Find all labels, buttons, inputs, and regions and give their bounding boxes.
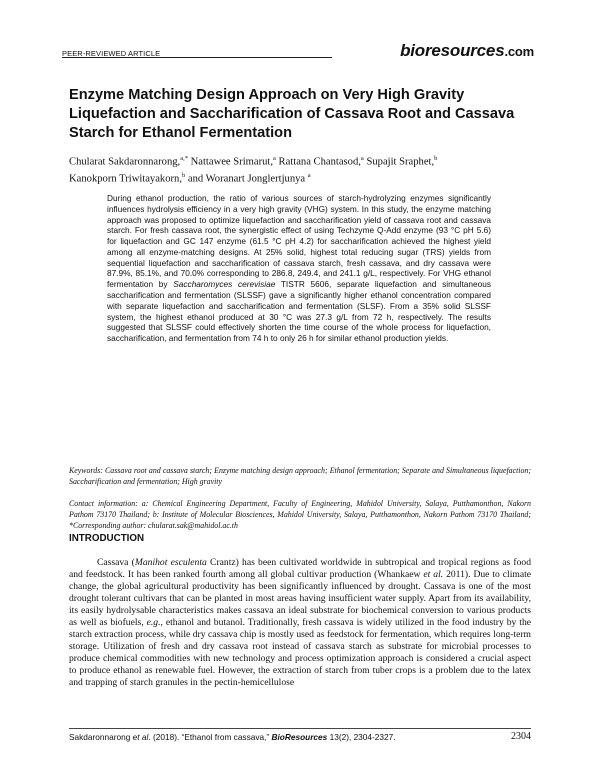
running-header: [62, 40, 534, 62]
footer-title: . (2018). “Ethanol from cassava,”: [148, 732, 272, 742]
author-name: Chularat Sakdaronnarong,: [69, 156, 181, 168]
author-name: Rattana Chantasod,: [275, 156, 361, 168]
organism-name: Saccharomyces cerevisiae: [173, 279, 276, 290]
abbrev-eg: e.g.: [146, 617, 161, 629]
abstract: [107, 193, 491, 344]
citation-etal: et al.: [423, 569, 444, 581]
abstract-text: TISTR 5606, separate liquefaction and simultaneous saccharification and fermentation (SLSSF) gave a significantly higher ethanol concentration compared with separate liquefaction and saccharification and fermentation (SLSF). From a 35% solid SLSSF system, the highest ethanol produced at 30 °C was 27.3 g/L from 72 h, respectively. The results suggested that SLSSF could effectively shorten the time course of the whole process for liquefaction, saccharification, and fermentation from 74 h to only 26 h for similar ethanol production yields.: [107, 279, 491, 344]
author-name: Supajit Sraphet,: [363, 156, 435, 168]
section-heading: INTRODUCTION: [69, 533, 145, 544]
introduction-paragraph: [69, 557, 531, 689]
author-name: Nattawee Srimarut,: [187, 156, 273, 168]
affiliation-mark: a,*: [180, 155, 188, 162]
affiliation-mark: a: [307, 172, 311, 180]
affiliation-mark: b: [182, 172, 186, 180]
brand-domain: .com: [504, 44, 534, 59]
author-name: and Woranart Jonglertjunya: [185, 173, 308, 185]
footer-volume: 13(2), 2304-2327.: [327, 732, 396, 742]
body-text: , ethanol and butanol. Traditionally, fresh cassava is widely utilized in the food industry by the starch extraction process, while dry cassava chip is mostly used as feedstock for fermentation, which requires long-term storage. Utilization of fresh and dry cassava root instead of cassava starch as substrate for microbial processes to produce chemical commodities with new technology and process optimization approach is considered a crucial aspect to produce ethanol as renewable fuel. However, the extraction of starch from tuber crops is a problem due to the latex and trapping of starch granules in the pectin-hemicellulose: [69, 617, 531, 689]
footer-author: Sakdaronnarong: [69, 732, 133, 742]
page-number: 2304: [511, 731, 531, 742]
abstract-text: During ethanol production, the ratio of various sources of starch-hydrolyzing enzymes significantly influences hydrolysis efficiency in a very high gravity (VHG) system. In this study, the enzyme matching approach was proposed to optimize liquefaction and saccharification yield of cassava root and cassava starch. For fresh cassava root, the synergistic effect of using Techzyme Q-Add enzyme (93 °C pH 5.6) for liquefaction and GC 147 enzyme (61.5 °C pH 4.2) for saccharification achieved the highest yield among all enzyme-matching designs. At 25% solid, highest total reducing sugar (TRS) yields from sequential liquefaction and saccharification of cassava starch, fresh cassava, and dry cassava were 87.9%, 85.1%, and 70.0% corresponding to 286.8, 249.4, and 241.1 g/L, respectively. For VHG ethanol fermentation by: [107, 193, 491, 290]
footer-journal: BioResources: [271, 732, 328, 742]
header-label: PEER-REVIEWED ARTICLE: [62, 49, 161, 58]
body-text: 2011). Due to climate change, the global agricultural productivity has been significantly influenced by drought. Cassava is one of the most drought tolerant cultivars that can be planted in most areas having insufficient water supply. Apart from its availability, its easily hydrolysable characteristics makes cassava an ideal substrate for biochemical conversion to various products as well as biofuels,: [69, 569, 531, 629]
page-footer: [69, 732, 531, 748]
contact-information: Contact information: a: Chemical Engineering Department, Faculty of Engineering, Mahidol University, Salaya, Putthamonthon, Nakorn Pathom 73170 Thailand; b: Institute of Molecular Biosciences, Mahidol University, Salaya, Putthamonthon, Nakorn Pathom 73170 Thailand; *Corresponding author: chularat.sak@mahidol.ac.th: [69, 499, 531, 530]
species-name: Manihot esculenta: [134, 557, 207, 568]
affiliation-mark: a: [360, 155, 364, 162]
body-text: Crantz) has been cultivated worldwide in subtropical and tropical regions as food and feedstock. It has been ranked fourth among all global cultivar production (Whankaew: [69, 557, 532, 581]
brand-name: bioresources: [400, 41, 505, 60]
journal-brand[interactable]: [400, 41, 534, 61]
footer-rule: [69, 728, 531, 729]
keywords: Keywords: Cassava root and cassava starch; Enzyme matching design approach; Ethanol fermentation; Separate and Simultaneous liquefaction; Saccharification and fermentation; High gravity: [69, 466, 531, 486]
affiliation-mark: a: [273, 155, 276, 162]
affiliation-mark: b: [434, 155, 438, 162]
article-title: Enzyme Matching Design Approach on Very High Gravity Liquefaction and Saccharification of Cassava Root and Cassava Starch for Ethanol Fermentation: [69, 87, 515, 141]
body-text: Cassava (: [97, 557, 135, 568]
footer-etal: et al: [132, 732, 149, 742]
author-list: [69, 152, 529, 186]
footer-citation: [69, 732, 396, 742]
author-name: Kanokporn Triwitayakorn,: [69, 173, 182, 185]
